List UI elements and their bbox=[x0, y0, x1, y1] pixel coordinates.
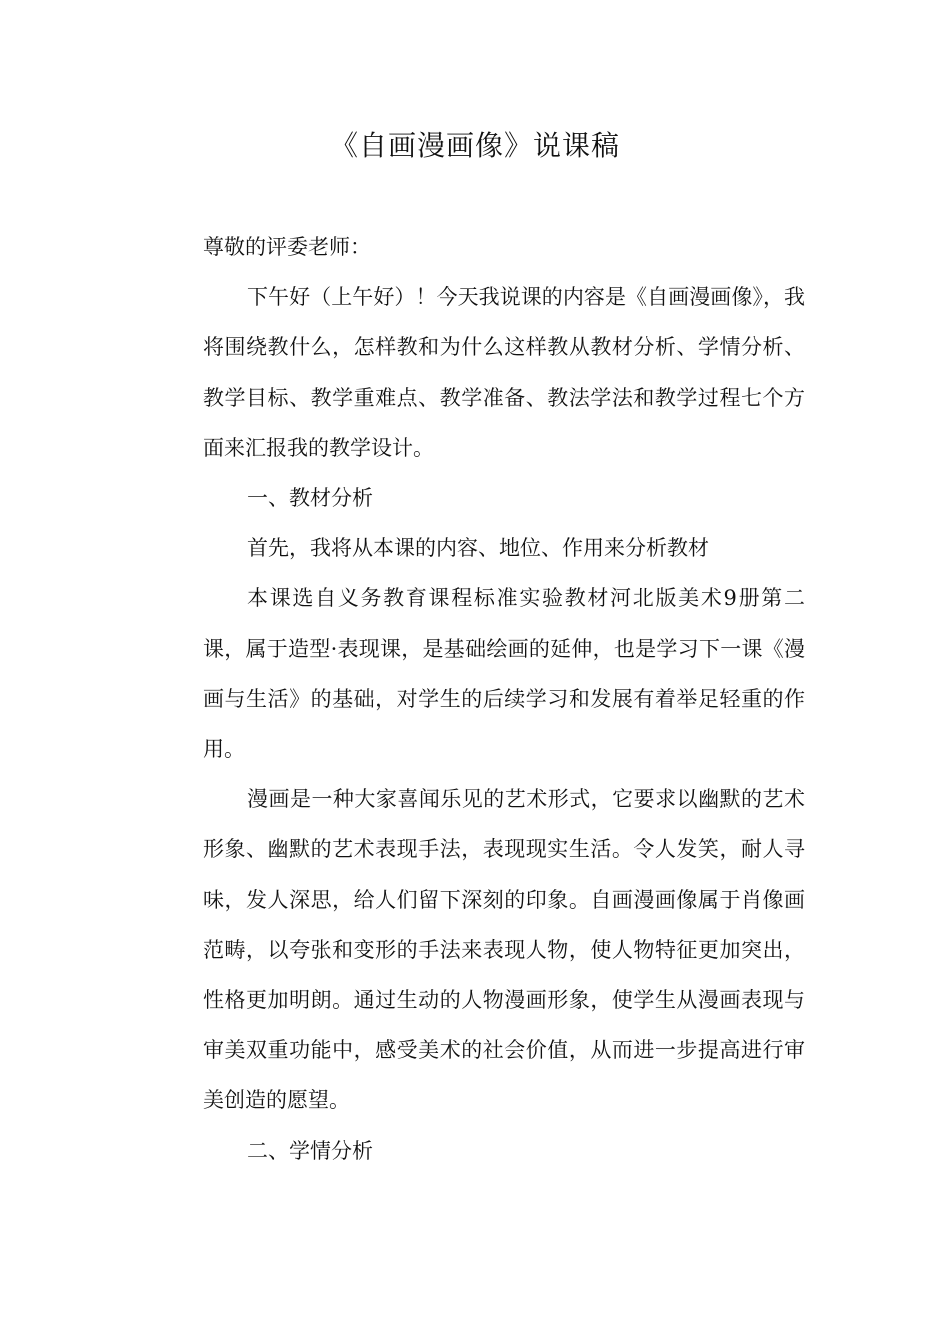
section-heading-textbook-analysis: 一、教材分析 bbox=[247, 486, 373, 511]
paragraph-intro: 下午好（上午好）！今天我说课的内容是《自画漫画像》，我将围绕教什么，怎样教和为什么这样教从教材分析、学情分析、教学目标、教学重难点、教学准备、教法学法和教学过程七个方面来汇报我的教学设计。 bbox=[203, 285, 805, 460]
paragraph-comic-description: 漫画是一种大家喜闻乐见的艺术形式，它要求以幽默的艺术形象、幽默的艺术表现手法，表现现实生活。令人发笑，耐人寻味，发人深思，给人们留下深刻的印象。自画漫画像属于肖像画范畴，以夸张和变形的手法来表现人物，使人物特征更加突出，性格更加明朗。通过生动的人物漫画形象，使学生从漫画表现与审美双重功能中，感受美术的社会价值，从而进一步提高进行审美创造的愿望。 bbox=[203, 787, 805, 1113]
document-body bbox=[203, 222, 805, 1176]
salutation: 尊敬的评委老师： bbox=[203, 235, 371, 259]
section-heading-student-analysis: 二、学情分析 bbox=[247, 1138, 373, 1163]
document-title: 《自画漫画像》说课稿 bbox=[329, 129, 620, 162]
paragraph-course-source: 本课选自义务教育课程标准实验教材河北版美术9册第二课，属于造型·表现课，是基础绘画的延伸，也是学习下一课《漫画与生活》的基础，对学生的后续学习和发展有着举足轻重的作用。 bbox=[203, 586, 805, 762]
paragraph-analysis-lead: 首先，我将从本课的内容、地位、作用来分析教材 bbox=[247, 536, 709, 561]
